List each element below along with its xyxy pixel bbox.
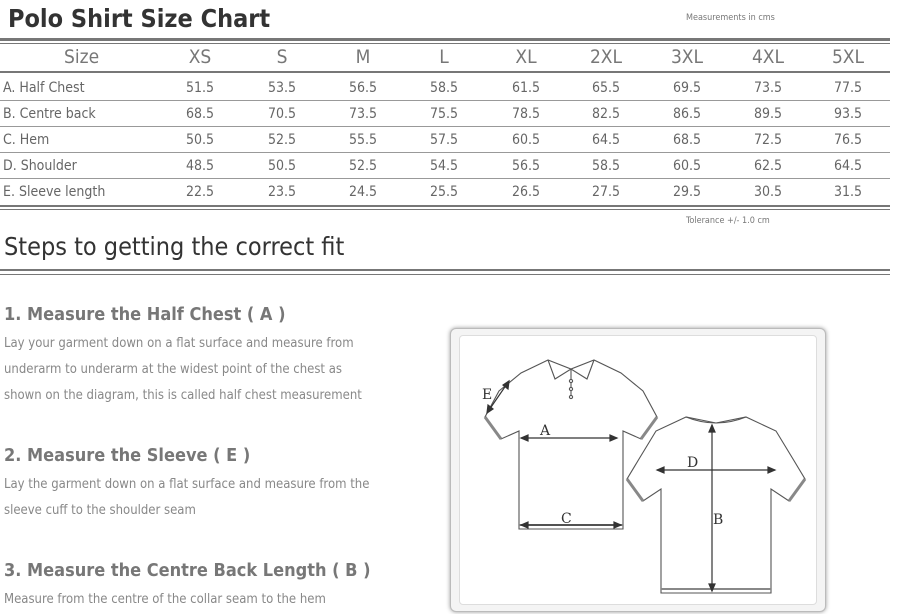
table-row — [0, 154, 890, 180]
row-divider — [0, 152, 890, 153]
table-cell: 52.5 — [348, 158, 378, 174]
table-cell: 70.5 — [267, 106, 297, 122]
table-cell: 50.5 — [185, 132, 215, 148]
row-label: E. Sleeve length — [3, 184, 106, 200]
table-cell: 65.5 — [591, 80, 621, 96]
table-cell: 64.5 — [591, 132, 621, 148]
table-cell: 48.5 — [185, 158, 215, 174]
table-top-rule — [0, 38, 890, 41]
label-d: D — [687, 455, 699, 471]
table-cell: 78.5 — [511, 106, 541, 122]
table-cell: 89.5 — [753, 106, 783, 122]
page-title: Polo Shirt Size Chart — [8, 4, 271, 33]
table-cell: 64.5 — [833, 158, 863, 174]
step-line: sleeve cuff to the shoulder seam — [4, 503, 196, 518]
table-cell: 26.5 — [511, 184, 541, 200]
table-cell: 86.5 — [672, 106, 702, 122]
size-col: 4XL — [751, 46, 785, 68]
table-cell: 75.5 — [429, 106, 459, 122]
size-header-row — [0, 44, 890, 70]
table-cell: 23.5 — [267, 184, 297, 200]
label-a: A — [540, 423, 551, 439]
header-rule — [0, 71, 890, 73]
step-heading: 2. Measure the Sleeve ( E ) — [4, 445, 251, 466]
table-cell: 61.5 — [511, 80, 541, 96]
size-col: XS — [188, 46, 212, 68]
step-line: Lay your garment down on a flat surface and measure from — [4, 336, 354, 351]
step-text — [4, 331, 384, 409]
table-cell: 57.5 — [429, 132, 459, 148]
step-line: underarm to underarm at the widest point of the chest as — [4, 362, 342, 377]
table-cell: 53.5 — [267, 80, 297, 96]
size-col: XL — [515, 46, 537, 68]
row-divider — [0, 178, 890, 179]
step-heading: 1. Measure the Half Chest ( A ) — [4, 304, 286, 325]
table-cell: 93.5 — [833, 106, 863, 122]
step-line: Measure from the centre of the collar seam to the hem — [4, 592, 326, 607]
row-label: D. Shoulder — [3, 158, 77, 174]
table-cell: 73.5 — [753, 80, 783, 96]
table-cell: 54.5 — [429, 158, 459, 174]
units-note: Measurements in cms — [686, 13, 775, 23]
size-header-label: Size — [64, 46, 100, 68]
steps-heading: Steps to getting the correct fit — [4, 232, 345, 261]
tolerance-note: Tolerance +/- 1.0 cm — [686, 216, 770, 226]
table-cell: 68.5 — [672, 132, 702, 148]
table-cell: 82.5 — [591, 106, 621, 122]
row-label: C. Hem — [3, 132, 50, 148]
steps-rule — [0, 269, 890, 271]
row-label: A. Half Chest — [3, 80, 85, 96]
label-b: B — [713, 512, 724, 528]
table-cell: 56.5 — [511, 158, 541, 174]
label-e: E — [482, 387, 493, 403]
table-cell: 50.5 — [267, 158, 297, 174]
size-col: 2XL — [589, 46, 623, 68]
table-cell: 27.5 — [591, 184, 621, 200]
polo-shirt-diagram — [451, 329, 827, 613]
row-label: B. Centre back — [3, 106, 96, 122]
table-cell: 60.5 — [511, 132, 541, 148]
steps-rule-thin — [0, 274, 890, 275]
back-shirt-body — [627, 417, 805, 593]
table-bottom-rule — [0, 205, 890, 207]
row-divider — [0, 126, 890, 127]
size-col: M — [355, 46, 371, 68]
measurement-diagram — [450, 328, 826, 612]
table-cell: 60.5 — [672, 158, 702, 174]
table-bottom-rule-thin — [0, 209, 890, 210]
step-line: shown on the diagram, this is called half chest measurement — [4, 388, 362, 403]
table-cell: 29.5 — [672, 184, 702, 200]
table-cell: 55.5 — [348, 132, 378, 148]
table-row — [0, 102, 890, 128]
table-row — [0, 180, 890, 206]
step-text — [4, 587, 384, 613]
table-cell: 58.5 — [429, 80, 459, 96]
size-col: S — [276, 46, 288, 68]
row-divider — [0, 100, 890, 101]
table-row — [0, 128, 890, 154]
table-cell: 73.5 — [348, 106, 378, 122]
table-cell: 72.5 — [753, 132, 783, 148]
step-line: Lay the garment down on a flat surface and measure from the — [4, 477, 370, 492]
size-col: L — [439, 46, 449, 68]
table-cell: 77.5 — [833, 80, 863, 96]
step-text — [4, 472, 384, 524]
table-cell: 25.5 — [429, 184, 459, 200]
table-cell: 52.5 — [267, 132, 297, 148]
table-row — [0, 76, 890, 102]
table-cell: 30.5 — [753, 184, 783, 200]
label-c: C — [561, 511, 572, 527]
table-cell: 51.5 — [185, 80, 215, 96]
table-cell: 56.5 — [348, 80, 378, 96]
table-cell: 76.5 — [833, 132, 863, 148]
table-cell: 24.5 — [348, 184, 378, 200]
table-cell: 58.5 — [591, 158, 621, 174]
step-heading: 3. Measure the Centre Back Length ( B ) — [4, 560, 371, 581]
size-col: 3XL — [670, 46, 704, 68]
table-cell: 22.5 — [185, 184, 215, 200]
table-cell: 31.5 — [833, 184, 863, 200]
table-cell: 68.5 — [185, 106, 215, 122]
table-cell: 62.5 — [753, 158, 783, 174]
table-cell: 69.5 — [672, 80, 702, 96]
size-col: 5XL — [831, 46, 865, 68]
